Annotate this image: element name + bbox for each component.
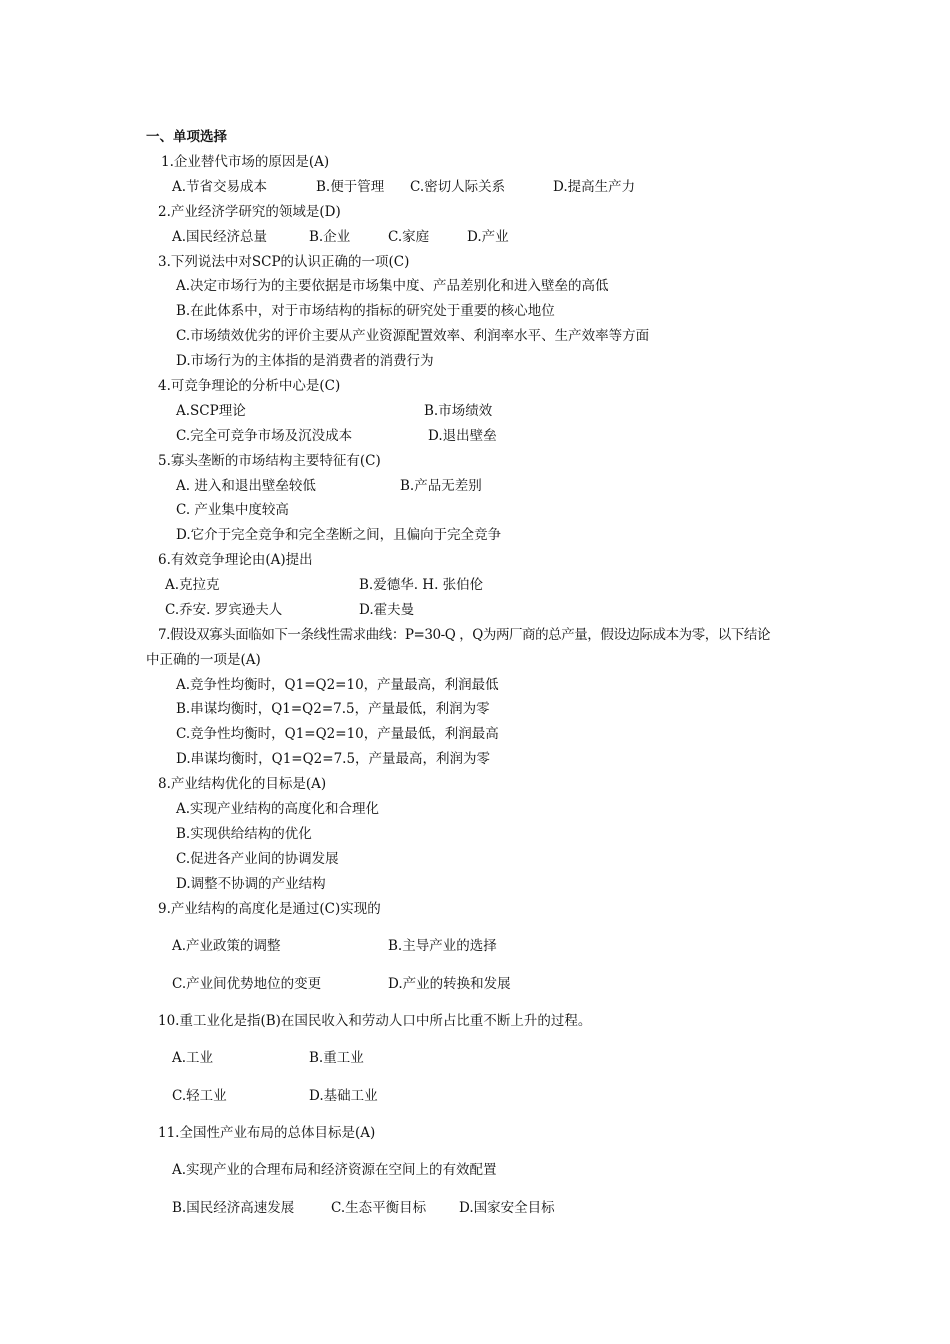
question-2-option-b: B.企业 xyxy=(309,229,351,245)
question-2-option-a: A.国民经济总量 xyxy=(172,229,268,245)
question-11-option-a: A.实现产业的合理布局和经济资源在空间上的有效配置 xyxy=(172,1162,497,1178)
question-2-stem: 2.产业经济学研究的领域是(D) xyxy=(158,204,341,220)
question-3-stem: 3.下列说法中对SCP的认识正确的一项(C) xyxy=(158,254,410,270)
question-5-option-b: B.产品无差别 xyxy=(400,478,482,494)
question-3-option-a: A.决定市场行为的主要依据是市场集中度、产品差别化和进入壁垒的高低 xyxy=(176,278,609,294)
question-8-option-d: D.调整不协调的产业结构 xyxy=(176,876,326,892)
question-8-stem: 8.产业结构优化的目标是(A) xyxy=(158,776,327,792)
question-7-stem-line-2: 中正确的一项是(A) xyxy=(146,652,261,668)
question-3-option-d: D.市场行为的主体指的是消费者的消费行为 xyxy=(176,353,434,369)
question-7-option-c: C.竞争性均衡时，Q1=Q2=10，产量最低，利润最高 xyxy=(176,726,499,742)
question-4-option-b: B.市场绩效 xyxy=(424,403,493,419)
question-5-option-d: D.它介于完全竞争和完全垄断之间，且偏向于完全竞争 xyxy=(176,527,502,543)
question-8-option-b: B.实现供给结构的优化 xyxy=(176,826,312,842)
question-10-option-c: C.轻工业 xyxy=(172,1088,227,1104)
question-6-stem: 6.有效竞争理论由(A)提出 xyxy=(158,552,313,568)
question-7-option-a: A.竞争性均衡时，Q1=Q2=10，产量最高，利润最低 xyxy=(176,677,499,693)
question-10-option-b: B.重工业 xyxy=(309,1050,364,1066)
question-5-option-c: C. 产业集中度较高 xyxy=(176,502,289,518)
question-8-option-c: C.促进各产业间的协调发展 xyxy=(176,851,339,867)
question-9-option-a: A.产业政策的调整 xyxy=(172,938,281,954)
question-1-option-d: D.提高生产力 xyxy=(553,179,636,195)
question-10-stem: 10.重工业化是指(B)在国民收入和劳动人口中所占比重不断上升的过程。 xyxy=(158,1013,592,1029)
question-11-option-b: B.国民经济高速发展 xyxy=(172,1200,295,1216)
question-6-option-b: B.爱德华. H. 张伯伦 xyxy=(359,577,484,593)
question-1-stem: 1.企业替代市场的原因是(A) xyxy=(161,154,330,170)
question-1-option-c: C.密切人际关系 xyxy=(410,179,506,195)
section-title: 一、单项选择 xyxy=(146,129,227,145)
question-7-option-d: D.串谋均衡时，Q1=Q2=7.5，产量最高，利润为零 xyxy=(176,751,491,767)
question-7-option-b: B.串谋均衡时，Q1=Q2=7.5，产量最低，利润为零 xyxy=(176,701,490,717)
question-3-option-c: C.市场绩效优劣的评价主要从产业资源配置效率、利润率水平、生产效率等方面 xyxy=(176,328,650,344)
question-10-option-a: A.工业 xyxy=(172,1050,214,1066)
question-4-option-c: C.完全可竞争市场及沉没成本 xyxy=(176,428,353,444)
question-9-option-d: D.产业的转换和发展 xyxy=(388,976,511,992)
question-6-option-d: D.霍夫曼 xyxy=(359,602,415,618)
question-1-option-b: B.便于管理 xyxy=(316,179,385,195)
question-7-stem-line-1: 7.假设双寡头面临如下一条线性需求曲线：P=30-Q ，Q为两厂商的总产量，假设边际成本为零，以下结论 xyxy=(158,627,770,643)
question-11-option-d: D.国家安全目标 xyxy=(459,1200,555,1216)
question-5-option-a: A. 进入和退出壁垒较低 xyxy=(176,478,316,494)
question-3-option-b: B.在此体系中，对于市场结构的指标的研究处于重要的核心地位 xyxy=(176,303,555,319)
question-4-option-a: A.SCP理论 xyxy=(176,403,246,419)
question-4-option-d: D.退出壁垒 xyxy=(428,428,497,444)
question-10-option-d: D.基础工业 xyxy=(309,1088,378,1104)
question-9-stem: 9.产业结构的高度化是通过(C)实现的 xyxy=(158,901,381,917)
question-2-option-d: D.产业 xyxy=(467,229,509,245)
question-6-option-a: A.克拉克 xyxy=(165,577,220,593)
question-5-stem: 5.寡头垄断的市场结构主要特征有(C) xyxy=(158,453,381,469)
question-9-option-c: C.产业间优势地位的变更 xyxy=(172,976,322,992)
question-2-option-c: C.家庭 xyxy=(388,229,430,245)
question-11-stem: 11.全国性产业布局的总体目标是(A) xyxy=(158,1125,376,1141)
question-11-option-c: C.生态平衡目标 xyxy=(331,1200,427,1216)
question-4-stem: 4.可竞争理论的分析中心是(C) xyxy=(158,378,341,394)
question-6-option-c: C.乔安. 罗宾逊夫人 xyxy=(165,602,283,618)
question-9-option-b: B.主导产业的选择 xyxy=(388,938,497,954)
question-8-option-a: A.实现产业结构的高度化和合理化 xyxy=(176,801,380,817)
question-1-option-a: A.节省交易成本 xyxy=(172,179,268,195)
